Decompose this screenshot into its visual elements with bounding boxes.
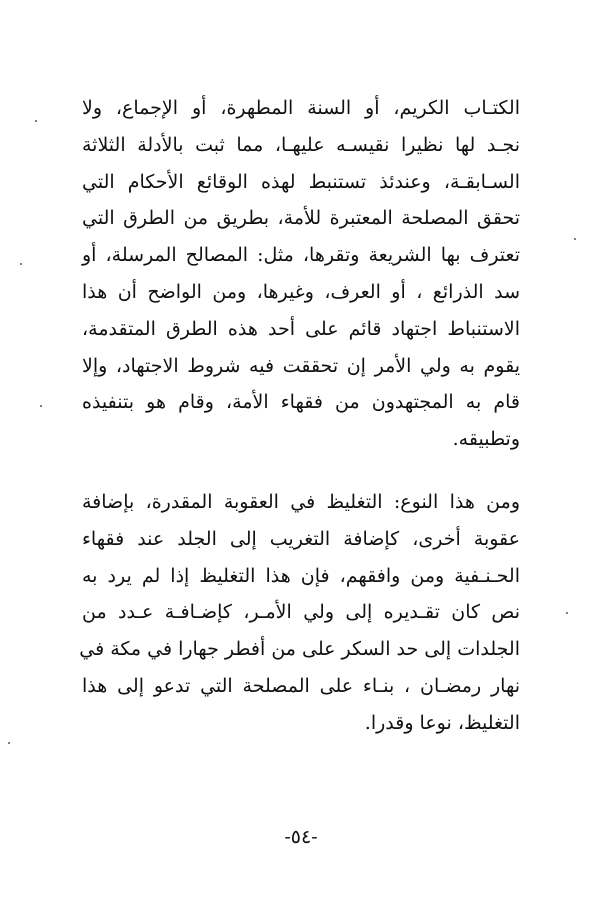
text-line: عقوبة أخرى، كإضافة التغريب إلى الجلد عند فقهاء <box>82 527 520 550</box>
text-line: السـابقـة، وعندئذ تستنبط لهذه الوقائع الأحكام التي <box>82 170 520 193</box>
text-line: تعترف بها الشريعة وتقرها، مثل: المصالح المرسلة، أو <box>82 244 520 267</box>
text-line: الحـنـفية ومن وافقهم، فإن هذا التغليظ إذا لم يرد به <box>82 564 520 587</box>
text-line: الجلدات إلى حد السكر على من أفطر جهارا في مكة في <box>79 638 520 661</box>
scan-speck <box>40 405 42 407</box>
text-line: الكتـاب الكريم، أو السنة المطهرة، أو الإجماع، ولا <box>82 97 520 119</box>
text-line: يقوم به ولي الأمر إن تحققت فيه شروط الاجتهاد، وإلا <box>82 354 520 377</box>
text-line: قام به المجتهدون من فقهاء الأمة، وقام هو بتنفيذه <box>82 391 520 414</box>
text-line: نص كان تقـديره إلى ولي الأمـر، كإضـافـة عـدد من <box>82 601 520 624</box>
scan-speck <box>574 238 576 240</box>
text-line: ومن هذا النوع: التغليظ في العقوبة المقدرة، بإضافة <box>82 491 520 513</box>
text-line: نهار رمضـان ، بنـاء على المصلحة التي تدعو إلى هذا <box>82 674 520 697</box>
text-line: الاستنباط اجتهاد قائم على أحد هذه الطرق المتقدمة، <box>82 317 520 340</box>
text-line: التغليظ، نوعا وقدرا. <box>364 711 520 734</box>
scan-speck <box>8 742 10 744</box>
paragraph-2 <box>79 484 520 742</box>
text-line: تحقق المصلحة المعتبرة للأمة، بطريق من الطرق التي <box>82 207 520 230</box>
paragraph-1 <box>82 90 520 458</box>
scan-speck <box>20 263 22 265</box>
text-line: سد الذرائع ، أو العرف، وغيرها، ومن الواضح أن هذا <box>82 280 520 303</box>
scan-speck <box>35 120 37 122</box>
text-line: وتطبيقه. <box>452 428 520 451</box>
text-line: نجـد لها نظيرا نقيسـه عليهـا، مما ثبت بالأدلة الثلاثة <box>82 133 520 156</box>
page-number: -٥٤- <box>284 826 318 848</box>
scan-speck <box>566 612 568 614</box>
